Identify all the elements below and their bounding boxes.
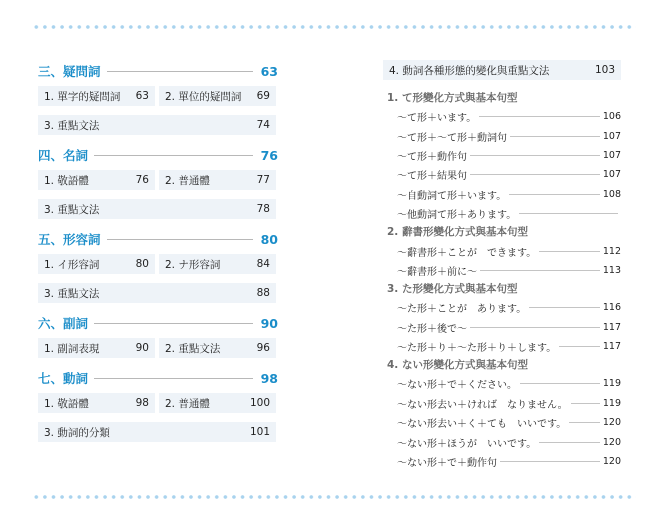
leader-line bbox=[519, 213, 618, 214]
section-heading[interactable] bbox=[38, 60, 278, 82]
sub-entry-page: 106 bbox=[602, 111, 621, 123]
toc-entry-verb-forms[interactable] bbox=[383, 60, 621, 80]
group-title[interactable]: 1. て形變化方式與基本句型 bbox=[387, 92, 518, 104]
toc-group bbox=[383, 223, 621, 280]
section-page: 90 bbox=[260, 315, 278, 331]
toc-entry-page: 77 bbox=[256, 174, 270, 186]
sub-entry-page: 107 bbox=[602, 169, 621, 181]
leader-line bbox=[480, 270, 600, 271]
group-title[interactable]: 4. ない形變化方式與基本句型 bbox=[387, 359, 528, 372]
toc-section bbox=[38, 60, 278, 135]
toc-sub-entry[interactable] bbox=[383, 165, 621, 184]
sub-entry-text: 〜他動詞て形＋あります。 bbox=[397, 210, 517, 222]
toc-entry-label: 3. 重點文法 bbox=[44, 203, 100, 216]
section-title: 五、形容詞 bbox=[38, 232, 101, 247]
section-title: 四、名詞 bbox=[38, 148, 89, 163]
leader-line bbox=[509, 194, 600, 195]
toc-sub-entry[interactable] bbox=[383, 204, 621, 223]
toc-entry-label: 3. 重點文法 bbox=[44, 287, 100, 300]
sub-entry-text: 〜ない形＋ほうが いいです。 bbox=[397, 438, 537, 450]
leader-line bbox=[539, 251, 600, 252]
toc-section bbox=[38, 367, 278, 442]
toc-sub-entry[interactable] bbox=[383, 146, 621, 165]
toc-entry-label: 2. 重點文法 bbox=[165, 342, 221, 355]
sub-entry-text: 〜ない形去い＋ければ なりません。 bbox=[397, 399, 568, 411]
leader-line bbox=[510, 136, 600, 137]
toc-entry-page: 98 bbox=[135, 397, 149, 409]
sub-entry-page: 119 bbox=[602, 397, 621, 409]
sub-entry-page: 112 bbox=[602, 245, 621, 257]
leader-line bbox=[470, 155, 600, 156]
toc-entry-page: 80 bbox=[135, 258, 149, 270]
sub-entry-page: 119 bbox=[602, 378, 621, 390]
left-toc-column bbox=[38, 60, 278, 451]
toc-sub-entry[interactable] bbox=[383, 241, 621, 260]
sub-entry-page: 113 bbox=[602, 264, 621, 276]
toc-entry-label: 2. 普通體 bbox=[165, 174, 210, 187]
group-title[interactable]: 2. 辭書形變化方式與基本句型 bbox=[387, 226, 528, 239]
sub-entry-page: 117 bbox=[602, 321, 621, 333]
sub-entry-text: 〜て形＋〜て形＋動詞句 bbox=[397, 132, 507, 144]
toc-sub-entry[interactable] bbox=[383, 452, 621, 471]
top-dotted-border bbox=[32, 25, 636, 29]
sub-entry-text: 〜辭書形＋ことが できます。 bbox=[397, 247, 537, 259]
toc-entry[interactable] bbox=[38, 170, 155, 190]
toc-entry-label: 4. 動詞各種形態的變化與重點文法 bbox=[389, 64, 550, 77]
section-heading[interactable] bbox=[38, 144, 278, 166]
toc-sub-entry[interactable] bbox=[383, 394, 621, 413]
toc-entry[interactable] bbox=[38, 393, 155, 413]
leader-line bbox=[470, 327, 600, 328]
toc-row bbox=[38, 170, 278, 190]
leader-line bbox=[94, 378, 253, 379]
sub-entry-text: 〜ない形＋で＋動作句 bbox=[397, 458, 497, 470]
sub-entry-text: 〜ない形＋で＋ください。 bbox=[397, 380, 517, 392]
toc-entry-page: 84 bbox=[256, 258, 270, 270]
leader-line bbox=[500, 461, 600, 462]
sub-entry-text: 〜て形＋動作句 bbox=[397, 151, 467, 163]
leader-line bbox=[520, 383, 600, 384]
leader-line bbox=[529, 307, 600, 308]
toc-entry-page: 103 bbox=[594, 64, 615, 76]
section-page: 63 bbox=[260, 63, 278, 79]
sub-entry-text: 〜自動詞て形＋います。 bbox=[397, 190, 507, 202]
toc-entry-page: 100 bbox=[249, 397, 270, 409]
sub-entry-text: 〜て形＋結果句 bbox=[397, 171, 467, 183]
sub-entry-page: 120 bbox=[602, 456, 621, 468]
toc-sub-entry[interactable] bbox=[383, 107, 621, 126]
toc-row bbox=[38, 86, 278, 106]
toc-entry-page: 101 bbox=[249, 426, 270, 438]
sub-entry-page: 107 bbox=[602, 130, 621, 142]
leader-line bbox=[94, 155, 253, 156]
toc-entry-label: 3. 動詞的分類 bbox=[44, 426, 110, 439]
leader-line bbox=[470, 174, 600, 175]
toc-row bbox=[38, 422, 278, 442]
toc-group bbox=[383, 280, 621, 356]
toc-row bbox=[38, 254, 278, 274]
toc-sub-entry[interactable] bbox=[383, 185, 621, 204]
toc-sub-entry[interactable] bbox=[383, 432, 621, 451]
toc-entry-label: 1. イ形容詞 bbox=[44, 258, 100, 271]
toc-entry-label: 2. 單位的疑問詞 bbox=[165, 90, 242, 103]
toc-group bbox=[383, 356, 621, 471]
toc-sub-entry[interactable] bbox=[383, 298, 621, 317]
toc-section bbox=[38, 228, 278, 303]
toc-row bbox=[38, 393, 278, 413]
toc-entry-label: 1. 敬語體 bbox=[44, 397, 89, 410]
toc-entry-page: 69 bbox=[256, 90, 270, 102]
leader-line bbox=[539, 442, 600, 443]
toc-entry[interactable] bbox=[159, 338, 276, 358]
leader-line bbox=[94, 323, 253, 324]
sub-entry-text: 〜て形＋います。 bbox=[397, 113, 477, 125]
section-title: 三、疑問詞 bbox=[38, 64, 101, 79]
sub-entry-text: 〜辭書形＋前に〜 bbox=[397, 266, 477, 278]
section-page: 80 bbox=[260, 231, 278, 247]
toc-sub-entry[interactable] bbox=[383, 261, 621, 280]
leader-line bbox=[107, 71, 253, 72]
toc-sub-entry[interactable] bbox=[383, 374, 621, 393]
group-title[interactable]: 3. た形變化方式與基本句型 bbox=[387, 283, 518, 296]
toc-entry[interactable] bbox=[38, 86, 155, 106]
toc-sub-entry[interactable] bbox=[383, 126, 621, 145]
toc-entry-page: 88 bbox=[256, 287, 270, 299]
toc-entry[interactable] bbox=[159, 254, 276, 274]
section-title: 六、副詞 bbox=[38, 316, 89, 331]
toc-entry-label: 2. ナ形容詞 bbox=[165, 258, 221, 271]
sub-entry-page: 107 bbox=[602, 149, 621, 161]
toc-entry[interactable] bbox=[159, 393, 276, 413]
toc-sub-entry[interactable] bbox=[383, 337, 621, 356]
toc-entry[interactable] bbox=[38, 115, 276, 135]
sub-entry-page: 108 bbox=[602, 188, 621, 200]
right-toc-column bbox=[383, 60, 621, 471]
toc-entry-label: 1. 敬語體 bbox=[44, 174, 89, 187]
toc-entry-label: 3. 重點文法 bbox=[44, 119, 100, 132]
toc-row bbox=[38, 338, 278, 358]
leader-line bbox=[571, 403, 600, 404]
toc-entry-label: 2. 普通體 bbox=[165, 397, 210, 410]
toc-entry-page: 74 bbox=[256, 119, 270, 131]
sub-entry-text: 〜ない形去い＋く＋ても いいです。 bbox=[397, 419, 567, 431]
toc-group bbox=[383, 89, 621, 223]
section-title: 七、動詞 bbox=[38, 371, 89, 386]
toc-entry-page: 63 bbox=[135, 90, 149, 102]
leader-line bbox=[559, 346, 600, 347]
toc-entry-page: 90 bbox=[135, 342, 149, 354]
toc-row bbox=[38, 115, 278, 135]
sub-entry-text: 〜た形＋ことが あります。 bbox=[397, 304, 527, 316]
toc-row bbox=[38, 199, 278, 219]
toc-entry[interactable] bbox=[38, 422, 276, 442]
toc-sub-entry[interactable] bbox=[383, 413, 621, 432]
section-heading[interactable] bbox=[38, 228, 278, 250]
toc-sub-entry[interactable] bbox=[383, 318, 621, 337]
toc-entry[interactable] bbox=[159, 86, 276, 106]
section-page: 98 bbox=[260, 370, 278, 386]
leader-line bbox=[107, 239, 253, 240]
sub-entry-page: 117 bbox=[602, 341, 621, 353]
leader-line bbox=[479, 116, 600, 117]
bottom-dotted-border bbox=[32, 495, 636, 499]
toc-entry[interactable] bbox=[38, 199, 276, 219]
sub-entry-page: 116 bbox=[602, 302, 621, 314]
toc-entry[interactable] bbox=[159, 170, 276, 190]
toc-entry-label: 1. 副詞表現 bbox=[44, 342, 100, 355]
toc-entry[interactable] bbox=[38, 338, 155, 358]
toc-entry-page: 96 bbox=[256, 342, 270, 354]
toc-row bbox=[38, 283, 278, 303]
toc-entry[interactable] bbox=[38, 254, 155, 274]
toc-entry-page: 78 bbox=[256, 203, 270, 215]
section-heading[interactable] bbox=[38, 312, 278, 334]
leader-line bbox=[569, 422, 600, 423]
toc-section bbox=[38, 144, 278, 219]
sub-entry-page: 120 bbox=[602, 417, 621, 429]
sub-entry-page: 120 bbox=[602, 436, 621, 448]
toc-entry[interactable] bbox=[38, 283, 276, 303]
toc-entry-label: 1. 單字的疑問詞 bbox=[44, 90, 121, 103]
section-heading[interactable] bbox=[38, 367, 278, 389]
toc-section bbox=[38, 312, 278, 358]
toc-entry-page: 76 bbox=[135, 174, 149, 186]
sub-entry-text: 〜た形＋り＋〜た形＋り＋します。 bbox=[397, 343, 557, 355]
sub-entry-text: 〜た形＋後で〜 bbox=[397, 323, 467, 335]
section-page: 76 bbox=[260, 147, 278, 163]
